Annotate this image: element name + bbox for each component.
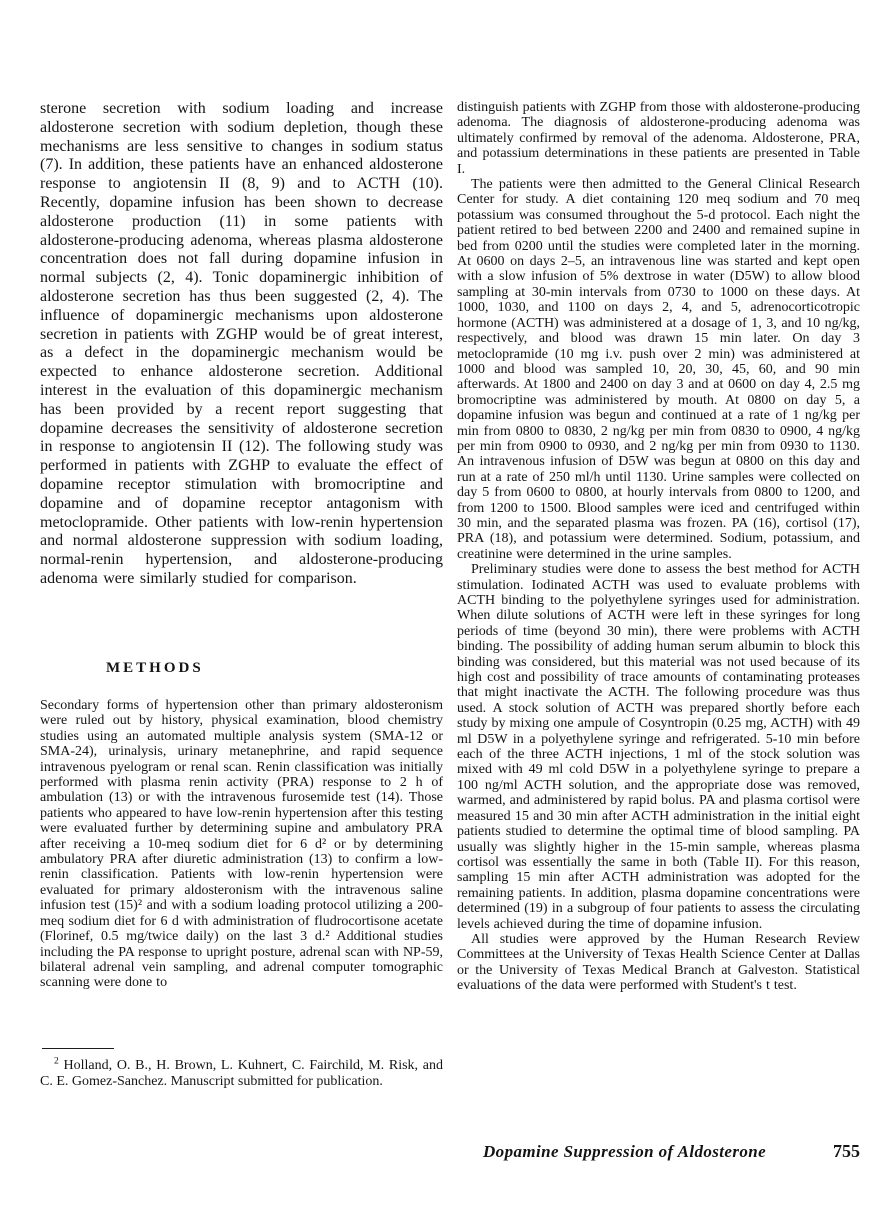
right-column — [457, 100, 860, 1140]
footnote-divider — [42, 1048, 114, 1049]
page-footer — [457, 1141, 860, 1162]
footnote-body: Holland, O. B., H. Brown, L. Kuhnert, C. Fairchild, M. Risk, and C. E. Gomez-Sanchez. Manuscript submitted for publication. — [40, 1058, 443, 1089]
left-column — [40, 100, 443, 1135]
body-paragraph: distinguish patients with ZGHP from those with aldosterone-producing adenoma. The diagnosis of aldosterone-producing adenoma was ultimately confirmed by removal of the adenoma. Aldosterone, PRA, and potassium determinations in these patients are presented in Table I. — [457, 100, 860, 177]
body-paragraph: Preliminary studies were done to assess the best method for ACTH stimulation. Iodinated ACTH was used to evaluate problems with ACTH binding to the polyethylene syringes used for administration. When dilute solutions of ACTH were left in these syringes for long periods of time (beyond 30 min), there were problems with ACTH binding. The possibility of adding human serum albumin to block this binding was considered, but this material was not used because of its high cost and possibility of trace amounts of contaminating proteases that might inactivate the ACTH. The following procedure was thus used. A stock solution of ACTH was prepared shortly before each study by mixing one ampule of Cosyntropin (0.25 mg, ACTH) with 49 ml D5W in a polyethylene syringe and refrigerated. 5-10 min before each of the three ACTH injections, 1 ml of the stock solution was mixed with 49 ml cold D5W in a polyethylene syringe to prepare a 100 ng/ml ACTH solution, and the appropriate dose was removed, warmed, and administered by rapid bolus. PA and plasma cortisol were measured 15 and 30 min after ACTH administration in the initial eight patients studied to determine the optimal time of blood sampling. PA usually was slightly higher in the 15-min sample, whereas plasma cortisol was essentially the same in both (Table II). For this reason, sampling 15 min after ACTH administration was adopted for the remaining patients. In addition, plasma dopamine concentrations were determined (19) in a subgroup of four patients to assess the circulating levels achieved during the time of dopamine infusion. — [457, 562, 860, 932]
footnote-marker: 2 — [54, 1056, 59, 1067]
page-number: 755 — [833, 1141, 860, 1161]
methods-paragraph: Secondary forms of hypertension other than primary aldosteronism were ruled out by history, physical examination, blood chemistry studies using an automated multiple analysis system (SMA-12 or SMA-24), urinalysis, urinary metanephrine, and rapid sequence intravenous pyelogram or renal scan. Renin classification was initially performed with plasma renin activity (PRA) response to 2 h of ambulation (13) or with the intravenous furosemide test (14). Those patients who appeared to have low-renin hypertension after this testing were evaluated further by determining supine and ambulatory PRA after receiving a 10-meq sodium diet for 6 d² or by determining ambulatory PRA after diuretic administration (13) to confirm a low-renin classification. Patients with low-renin hypertension were evaluated for primary aldosteronism with the intravenous saline infusion test (15)² and with a sodium loading protocol utilizing a 200-meq sodium diet for 6 d with administration of fludrocortisone acetate (Florinef, 0.5 mg/twice daily) on the last 3 d.² Additional studies including the PA response to upright posture, adrenal scan with NP-59, bilateral adrenal vein sampling, and adrenal computer tomographic scanning were done to — [40, 698, 443, 991]
intro-paragraph: sterone secretion with sodium loading and increase aldosterone secretion with sodium depletion, though these mechanisms are less sensitive to changes in sodium status (7). In addition, these patients have an enhanced aldosterone response to angiotensin II (8, 9) and to ACTH (10). Recently, dopamine infusion has been shown to decrease aldosterone production (11) in some patients with aldosterone-producing adenoma, whereas plasma aldosterone concentration does not fall during dopamine infusion in normal subjects (2, 4). Tonic dopaminergic inhibition of aldosterone secretion has thus been suggested (2, 4). The influence of dopaminergic mechanisms upon aldosterone secretion in patients with ZGHP would be of great interest, as a defect in the dopaminergic mechanism would be expected to enhance aldosterone secretion. Additional interest in the evaluation of this dopaminergic mechanism has been provided by a recent report suggesting that dopamine decreases the sensitivity of aldosterone secretion in response to angiotensin II (12). The following study was performed in patients with ZGHP to evaluate the effect of dopamine receptor stimulation with bromocriptine and dopamine and of dopamine receptor antagonism with metoclopramide. Other patients with low-renin hypertension and normal aldosterone suppression with sodium loading, normal-renin hypertension, and aldosterone-producing adenoma were similarly studied for comparison. — [40, 100, 443, 587]
running-title: Dopamine Suppression of Aldosterone — [483, 1142, 767, 1161]
body-paragraph: The patients were then admitted to the General Clinical Research Center for study. A diet containing 120 meq sodium and 70 meq potassium was consumed throughout the 5-d protocol. Each night the patient retired to bed between 2200 and 2400 and remained supine in bed from 0200 until the studies were completed later in the morning. At 0600 on days 2–5, an intravenous line was started and kept open with a slow infusion of 5% dextrose in water (D5W) to allow blood sampling at 30-min intervals from 0730 to 1000 on these days. At 1000, 1030, and 1100 on days 2, 4, and 5, adrenocorticotropic hormone (ACTH) was administered at a dosage of 1, 3, and 10 ng/kg, respectively, and blood was drawn 15 min later. On day 3 metoclopramide (10 mg i.v. push over 2 min) was administered at 1000 and blood was sampled 10, 20, 30, 45, 60, and 90 min afterwards. At 1800 and 2400 on day 3 and at 0600 on day 4, 2.5 mg bromocriptine was administered by mouth. At 0800 on day 5, a dopamine infusion was begun and continued at a rate of 1 ng/kg per min from 0800 to 0830, 2 ng/kg per min from 0830 to 0900, 4 ng/kg per min from 0900 to 0930, and 2 ng/kg per min from 0930 to 1130. An intravenous infusion of D5W was begun at 0800 on this day and run at a rate of 250 ml/h until 1130. Urine samples were collected on day 5 from 0600 to 0800, at hourly intervals from 0800 to 1200, and from 1200 to 1500. Blood samples were iced and centrifuged within 30 min, and the separated plasma was frozen. PA (16), cortisol (17), PRA (18), and potassium were determined. Sodium, potassium, and creatinine were determined in the urine samples. — [457, 177, 860, 562]
body-paragraph: All studies were approved by the Human Research Review Committees at the University of Texas Health Science Center at Dallas or the University of Texas Medical Branch at Galveston. Statistical evaluations of the data were performed with Student's t test. — [457, 931, 860, 994]
footnote-text — [40, 1058, 443, 1090]
methods-section-heading: METHODS — [106, 660, 204, 676]
footnote — [40, 1048, 443, 1090]
